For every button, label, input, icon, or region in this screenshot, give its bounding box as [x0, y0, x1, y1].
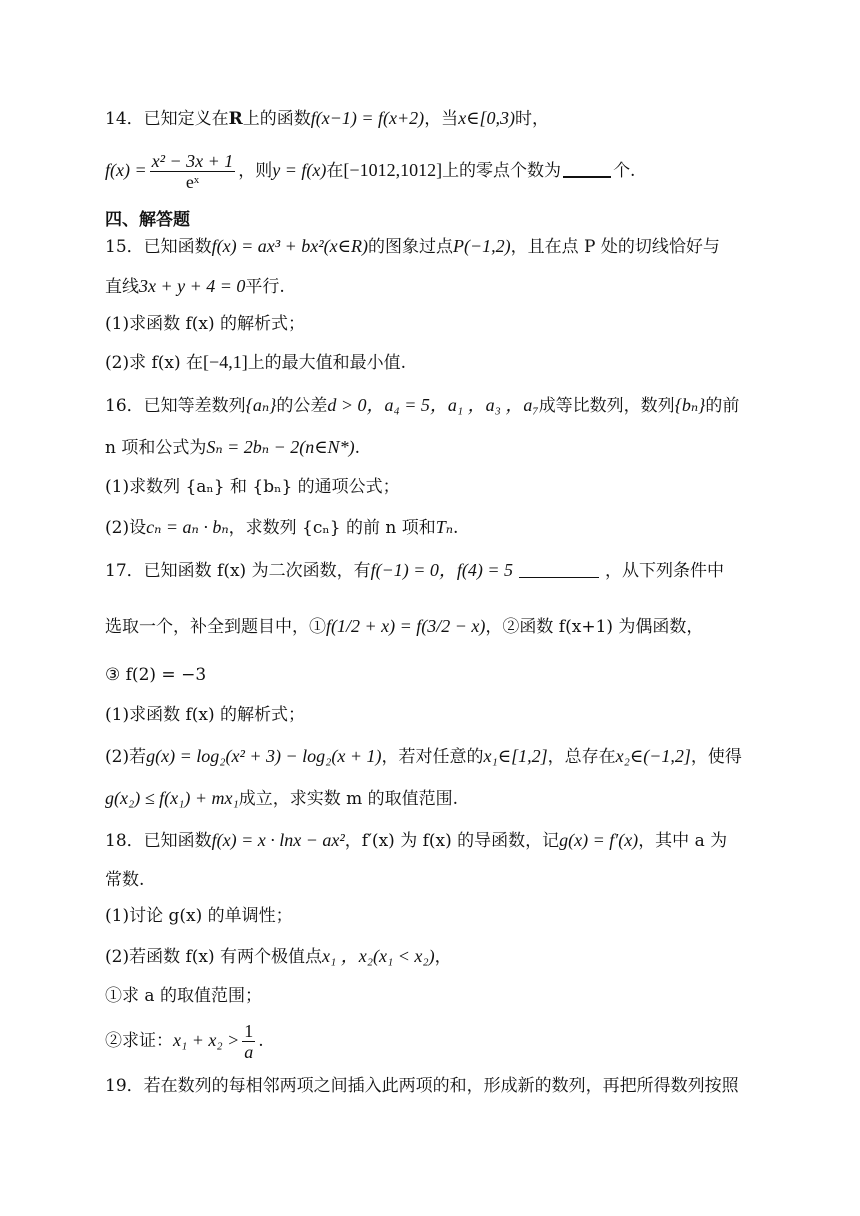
q14-domain: x∈[0,3) [458, 108, 515, 128]
q18-extrema: x₁ ，x₂(x₁ < x₂) [322, 946, 435, 966]
real-set-symbol: R [228, 109, 243, 129]
q16-a4: ，a₄ = 5 [366, 395, 430, 415]
q17-f4: ，f(4) = 5 [438, 560, 514, 580]
q15-part1: (1)求函数 f(x) 的解析式； [105, 314, 306, 334]
q15-p2-end: 上的最大值和最小值. [247, 353, 407, 373]
q14-text4: 上的零点个数为 [442, 161, 562, 181]
q18-fraction [242, 1021, 255, 1062]
q14-fx: f(x) = [105, 160, 147, 180]
q16-line1 [105, 393, 765, 418]
q18-p2-end: ， [434, 947, 452, 967]
q17-p2-end: ，使得 [690, 747, 742, 767]
q19-line1: 19．若在数列的每相邻两项之间插入此两项的和，形成新的数列，再把所得数列按照 [105, 1076, 739, 1096]
q16-p2-text: (2)设 [105, 518, 147, 538]
q15-interval: [−4,1] [203, 352, 248, 372]
q17-part2-cont [105, 786, 765, 811]
answer-blank[interactable] [563, 162, 611, 178]
q17-text2: ，从下列条件中 [605, 561, 725, 581]
q18-sub2 [105, 1018, 765, 1063]
q18-s2-text: ②求证： [105, 1031, 173, 1051]
q17-part2 [105, 744, 765, 769]
q16-p2-mid: ，求数列 {cₙ} 的前 n 项和 [228, 518, 436, 538]
q15-text2: 的图象过点 [367, 237, 453, 257]
q15-line2 [105, 274, 765, 299]
q18-lhs: x₁ + x₂ > [173, 1030, 240, 1050]
q17-p2-mid: ，若对任意的 [381, 747, 484, 767]
q16-seq: ，a₁ ，a₃ ，a₇ [429, 395, 539, 415]
q16-text5: n 项和公式为 [105, 438, 207, 458]
q16-part1: (1)求数列 {aₙ} 和 {bₙ} 的通项公式； [105, 477, 400, 497]
q15-point: P(−1,2) [452, 236, 511, 256]
q18-text3: ，其中 a 为 [638, 831, 728, 851]
q16-text3: 成等比数列，数列 [538, 396, 675, 416]
q18-p2-text: (2)若函数 f(x) 有两个极值点 [105, 947, 323, 967]
q14-line1 [105, 106, 765, 131]
q16-p2-end: . [453, 518, 459, 538]
q17-condition1: f(1/2 + x) = f(3/2 − x) [326, 616, 486, 636]
q18-line1 [105, 828, 765, 853]
q17-x1: x₁∈[1,2] [483, 746, 548, 766]
q16-an: {aₙ} [245, 395, 277, 415]
q17-p3-end: 成立，求实数 m 的取值范围. [238, 789, 459, 809]
q17-line1 [105, 558, 765, 583]
q15-text3: ，且在点 P 处的切线恰好与 [510, 237, 720, 257]
q17-p2-text: (2)若 [105, 747, 147, 767]
q18-denominator: a [244, 1042, 254, 1062]
q17-condition3: ③ f(2) = −3 [105, 665, 207, 685]
q17-text: 17．已知函数 f(x) 为二次函数，有 [105, 561, 371, 581]
q16-cn: cₙ = aₙ · bₙ [146, 517, 229, 537]
q17-x2: x₂∈(−1,2] [615, 746, 691, 766]
q17-line2 [105, 604, 765, 649]
q15-text4: 直线 [105, 277, 139, 297]
q17-f1: f(−1) = 0 [370, 560, 439, 580]
q14-denominator: eˣ [185, 172, 200, 192]
q18-text: 18．已知函数 [105, 831, 212, 851]
section-title: 四、解答题 [105, 210, 190, 230]
q16-Tn: Tₙ [435, 517, 454, 537]
q18-sub1: ①求 a 的取值范围； [105, 986, 262, 1006]
q14-text2: ，则 [238, 161, 273, 181]
q16-part2 [105, 515, 765, 540]
q18-s2-end: . [258, 1031, 264, 1051]
q18-g: g(x) = f′(x) [559, 830, 639, 850]
q16-text6: . [354, 438, 360, 458]
q15-part2 [105, 350, 765, 375]
q15-text: 15．已知函数 [105, 237, 212, 257]
q14-functional-equation: f(x−1) = f(x+2) [310, 108, 425, 128]
q18-text2: ，f′(x) 为 f(x) 的导函数，记 [344, 831, 560, 851]
q17-inequality: g(x₂) ≤ f(x₁) + mx₁ [105, 788, 239, 808]
q18-line2: 常数. [105, 870, 145, 890]
q17-part1: (1)求函数 f(x) 的解析式； [105, 705, 306, 725]
q18-part2 [105, 944, 765, 969]
condition-blank[interactable] [519, 561, 599, 578]
q16-text: 16．已知等差数列 [105, 396, 246, 416]
q14-line2 [105, 148, 765, 193]
q14-interval: [−1012,1012] [343, 160, 443, 180]
q17-condition2: ，②函数 f(x+1) 为偶函数， [485, 617, 704, 637]
q14-unit: 个. [613, 161, 636, 181]
q16-text2: 的公差 [276, 396, 328, 416]
q15-text5: 平行. [245, 277, 285, 297]
q14-yfx: y = f(x) [272, 160, 327, 180]
q17-g: g(x) = log₂(x² + 3) − log₂(x + 1) [146, 746, 382, 766]
q14-text-end: 时， [515, 109, 549, 129]
q18-part1: (1)讨论 g(x) 的单调性； [105, 906, 293, 926]
q15-line-eq: 3x + y + 4 = 0 [139, 276, 246, 296]
q16-line2 [105, 435, 765, 460]
q15-function: f(x) = ax³ + bx²(x∈R) [211, 236, 368, 256]
q17-p2-mid2: ，总存在 [547, 747, 616, 767]
q14-numerator: x² − 3x + 1 [151, 151, 234, 171]
q16-d: d > 0 [327, 395, 367, 415]
q17-text3: 选取一个，补全到题目中，① [105, 617, 326, 637]
q14-text3: 在 [326, 161, 344, 181]
q16-text4: 的前 [705, 396, 740, 416]
q16-bn: {bₙ} [674, 395, 706, 415]
q16-sum-formula: Sₙ = 2bₙ − 2(n∈N*) [206, 437, 355, 457]
q14-fraction [150, 151, 236, 192]
q14-text-mid: 上的函数 [242, 109, 311, 129]
q18-function: f(x) = x · lnx − ax² [211, 830, 345, 850]
q14-text: 14．已知定义在 [105, 109, 229, 129]
q18-numerator: 1 [244, 1021, 254, 1041]
q14-text-when: ，当 [424, 109, 459, 129]
q15-p2-text: (2)求 f(x) 在 [105, 353, 204, 373]
q15-line1 [105, 234, 765, 259]
